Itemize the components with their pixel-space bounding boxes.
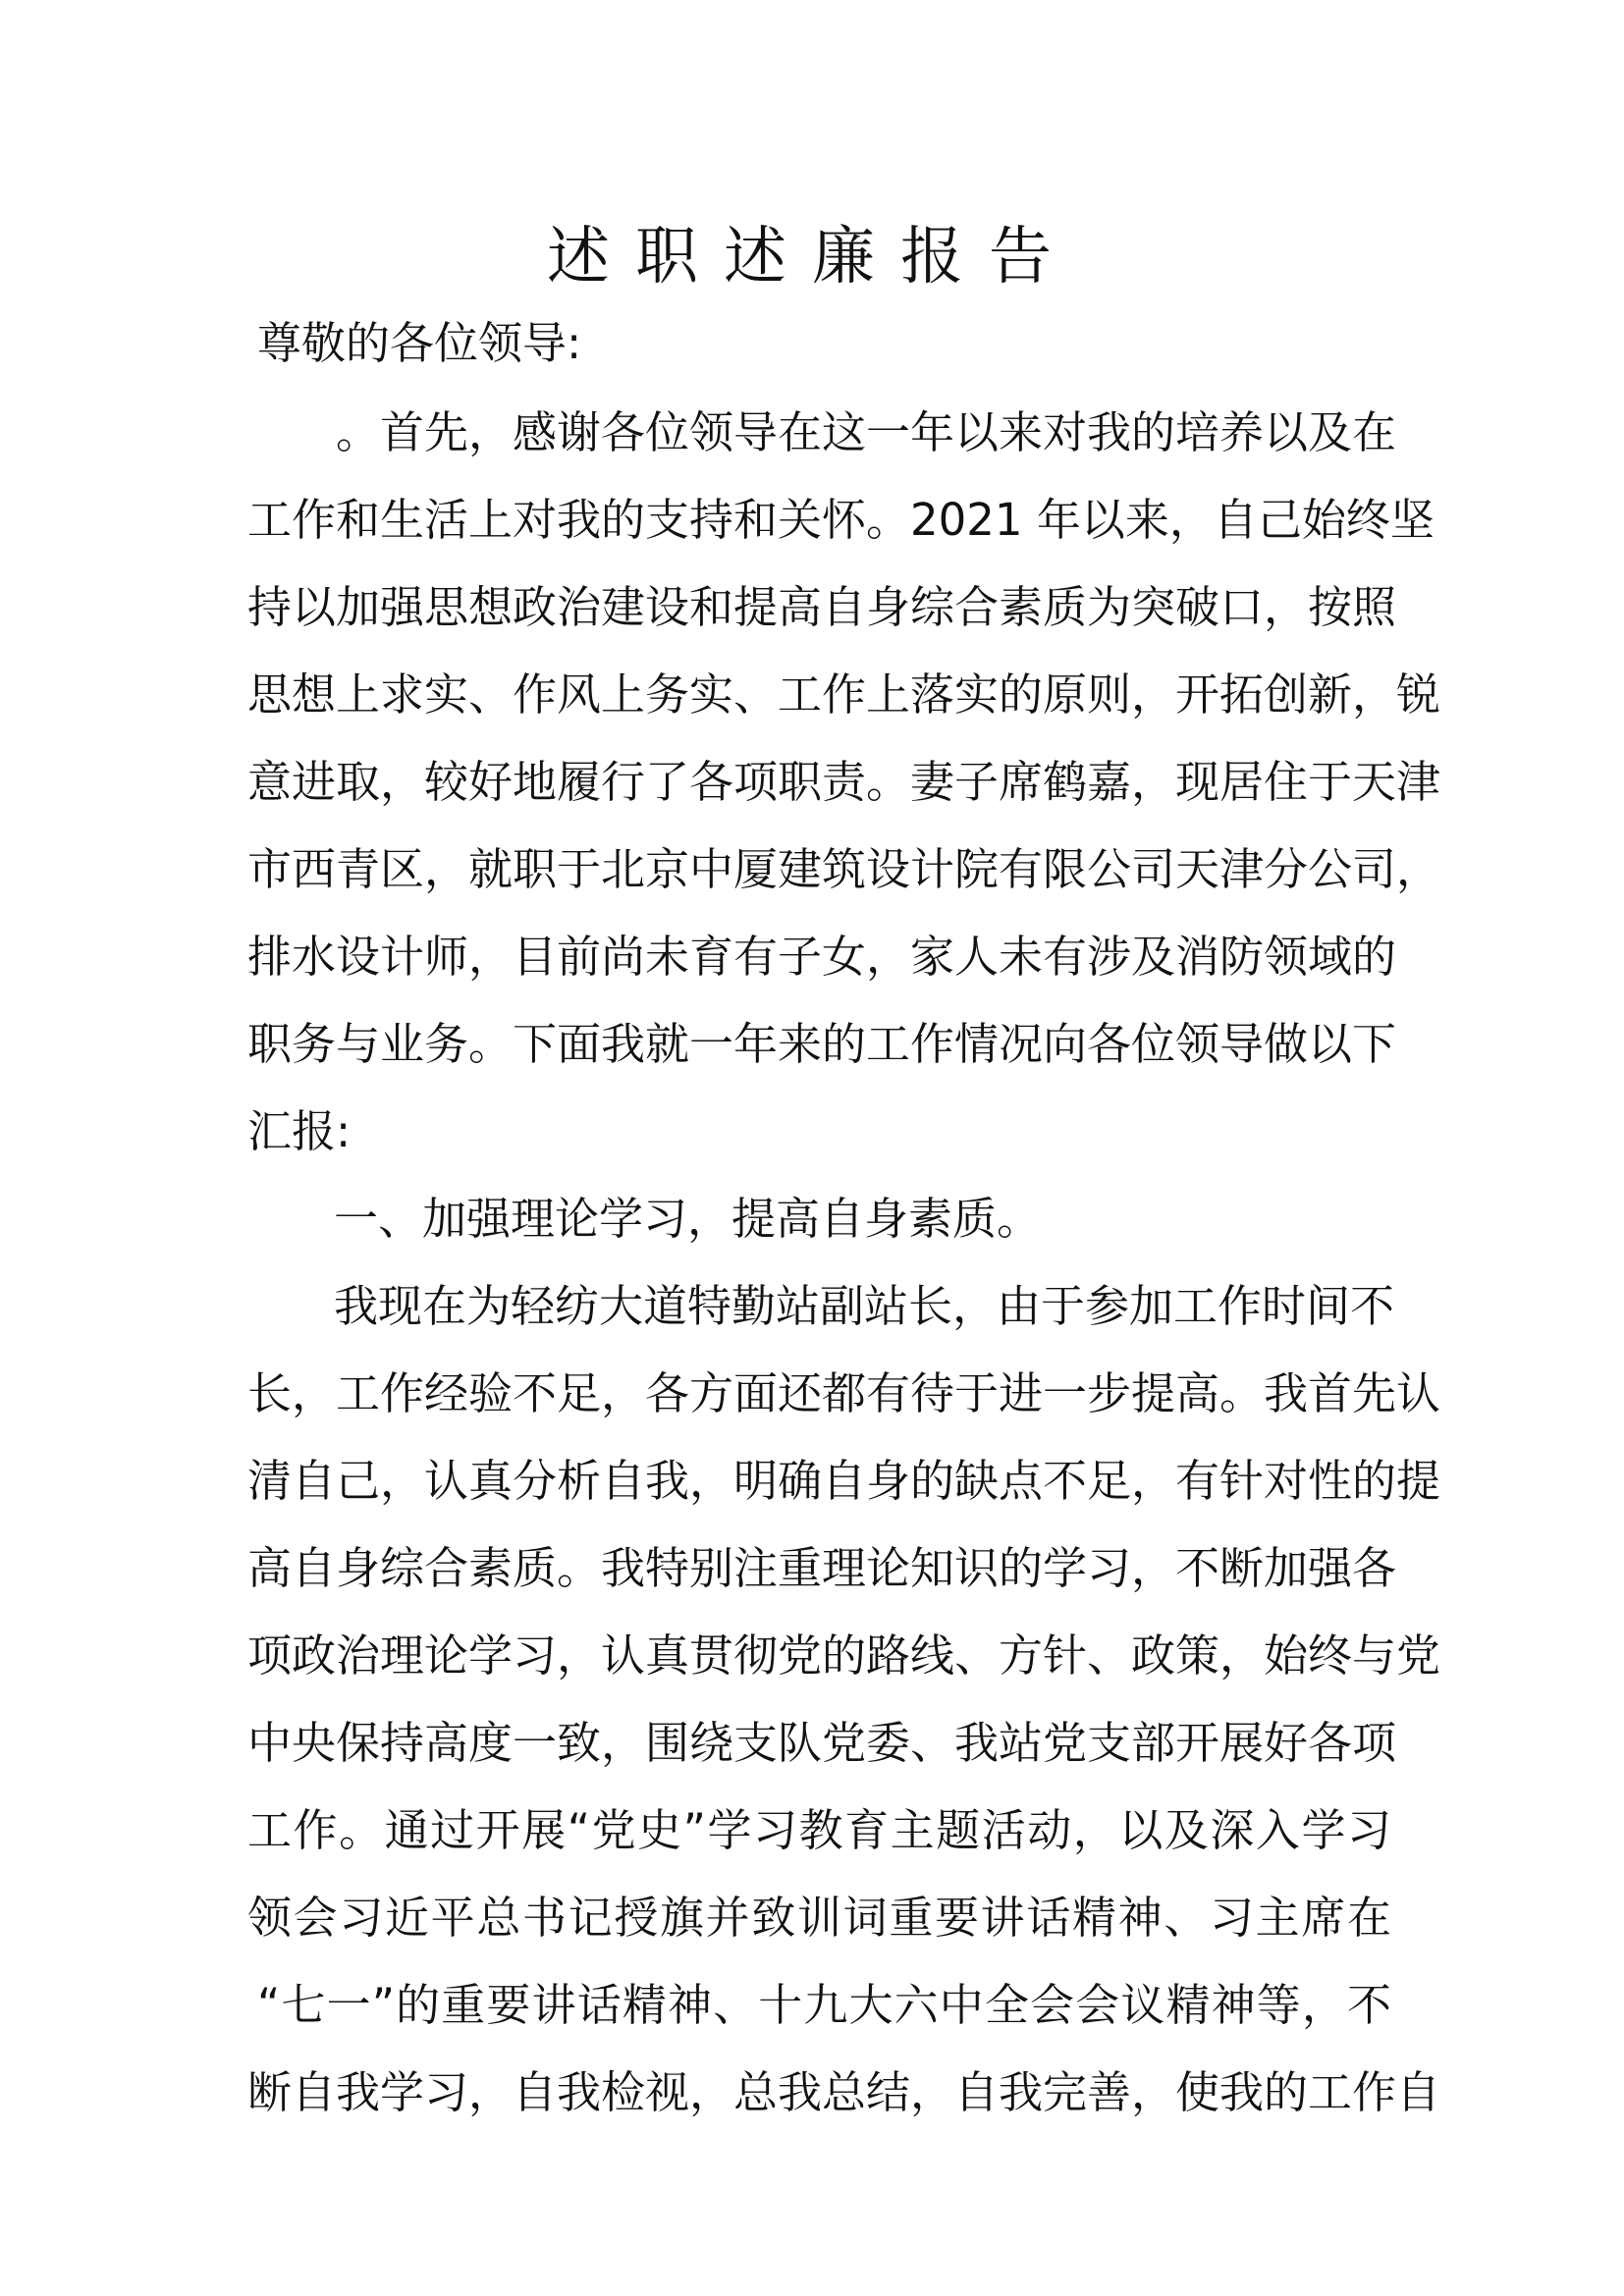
paragraph-line: 持以加强思想政治建设和提高自身综合素质为突破口，按照 xyxy=(247,581,1397,633)
paragraph-line: 工作。通过开展“党史”学习教育主题活动，以及深入学习 xyxy=(247,1804,1391,1856)
paragraph-line: 我现在为轻纺大道特勤站副站长，由于参加工作时间不 xyxy=(334,1280,1395,1332)
paragraph-line: 领会习近平总书记授旗并致训词重要讲话精神、习主席在 xyxy=(247,1892,1391,1944)
document-title: 述职述廉报告 xyxy=(547,221,1077,294)
paragraph-line: 项政治理论学习，认真贯彻党的路线、方针、政策，始终与党 xyxy=(247,1629,1441,1682)
paragraph-line: 中央保持高度一致，围绕支队党委、我站党支部开展好各项 xyxy=(247,1717,1397,1769)
section-heading: 一、加强理论学习，提高自身素质。 xyxy=(334,1193,1042,1245)
paragraph-line: 长，工作经验不足，各方面还都有待于进一步提高。我首先认 xyxy=(247,1367,1441,1419)
paragraph-line: 汇报: xyxy=(247,1105,352,1157)
paragraph-line: 职务与业务。下面我就一年来的工作情况向各位领导做以下 xyxy=(247,1018,1397,1070)
paragraph-line: 。首先，感谢各位领导在这一年以来对我的培养以及在 xyxy=(336,406,1397,458)
paragraph-line: 断自我学习，自我检视，总我总结，自我完善，使我的工作自 xyxy=(247,2066,1441,2118)
paragraph-line: 排水设计师，目前尚未育有子女，家人未有涉及消防领域的 xyxy=(247,931,1397,983)
paragraph-line: 思想上求实、作风上务实、工作上落实的原则，开拓创新，锐 xyxy=(247,668,1441,721)
paragraph-line: 市西青区，就职于北京中厦建筑设计院有限公司天津分公司， xyxy=(247,843,1441,895)
paragraph-line: 高自身综合素质。我特别注重理论知识的学习，不断加强各 xyxy=(247,1542,1397,1594)
salutation: 尊敬的各位领导: xyxy=(257,317,582,369)
paragraph-line: 工作和生活上对我的支持和关怀。2021 年以来，自己始终坚 xyxy=(247,494,1435,546)
paragraph-line: 意进取，较好地履行了各项职责。妻子席鹤嘉，现居住于天津 xyxy=(247,756,1441,808)
paragraph-line: “七一”的重要讲话精神、十九大六中全会会议精神等，不 xyxy=(257,1979,1391,2031)
paragraph-line: 清自己，认真分析自我，明确自身的缺点不足，有针对性的提 xyxy=(247,1455,1441,1507)
